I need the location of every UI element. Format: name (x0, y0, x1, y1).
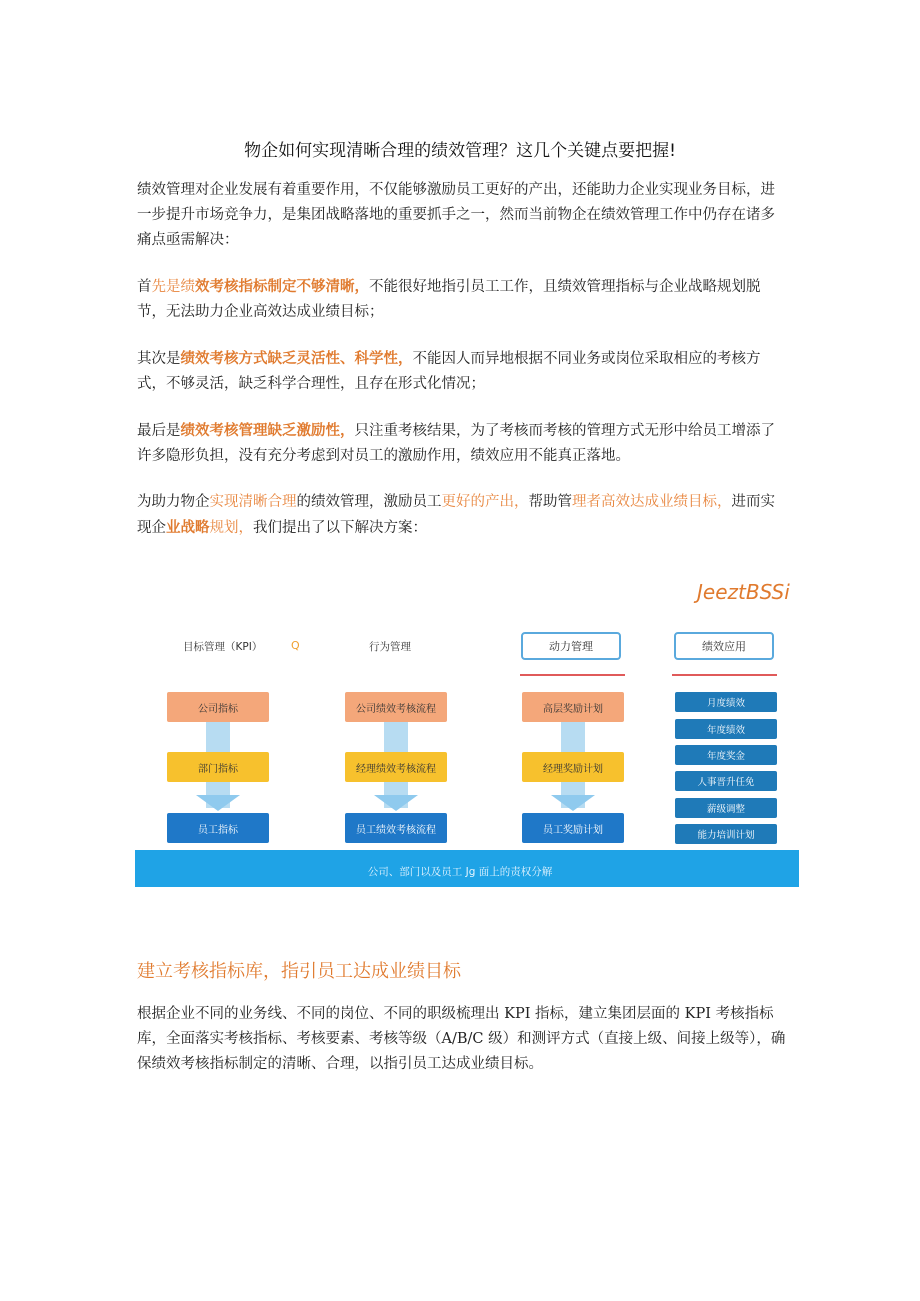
article-title: 物企如何实现清晰合理的绩效管理？这几个关键点要把握! (244, 141, 676, 161)
diagram-box: 公司指标 (167, 692, 269, 722)
brand-logo: JeeztBSSi (697, 580, 790, 604)
diagram-box: 公司绩效考核流程 (345, 692, 447, 722)
p1-text-a: 首 (137, 279, 152, 295)
down-arrow-icon (196, 795, 240, 811)
diagram-box: 经理奖励计划 (522, 752, 624, 782)
section-title: 建立考核指标库，指引员工达成业绩目标 (137, 961, 461, 982)
p4-text-h: 业战略 (166, 519, 210, 536)
diagram-box: 部门指标 (167, 752, 269, 782)
down-arrow-icon (551, 795, 595, 811)
diagram-box: 经理绩效考核流程 (345, 752, 447, 782)
p2-text-c: 不能因人而异地根据不同业务或岗位采取相应的考核方式，不够灵活，缺乏科学合理性，且存在形式化情况； (137, 351, 761, 392)
application-item: 人事晋升任免 (675, 771, 777, 791)
p4-text-j: 我们提出了以下解决方案： (253, 520, 427, 536)
p3-text-a: 最后是 (137, 423, 181, 439)
diagram-box: 员工指标 (167, 813, 269, 843)
p4-text-i: 规划， (209, 520, 253, 536)
application-item: 年度奖金 (675, 745, 777, 765)
section-body: 根据企业不同的业务线、不同的岗位、不同的职级梳理出 KPI 指标，建立集团层面的 KPI 考核指标库，全面落实考核指标、考核要素、考核等级（A/B/C 级）和测评方式（直接上级、间接上级等），确保绩效考核指标制定的清晰、合理，以指引员工达成业绩目标。 (137, 1006, 786, 1072)
application-item: 年度绩效 (675, 719, 777, 739)
p1-text-d: 不能很好地指引员工工作，且绩效管理指标与企业战略规划脱节，无法助力企业高效达成业绩目标； (137, 279, 761, 320)
application-item: 能力培训计划 (675, 824, 777, 844)
intro-paragraph: 绩效管理对企业发展有着重要作用，不仅能够激励员工更好的产出，还能助力企业实现业务目标，进一步提升市场竞争力，是集团战略落地的重要抓手之一，然而当前物企在绩效管理工作中仍存在诸多痛点亟需解决： (137, 182, 775, 248)
divider-line (520, 674, 625, 676)
diagram-box: 员工绩效考核流程 (345, 813, 447, 843)
p4-text-c: 的绩效管理，激励员工 (296, 494, 442, 510)
p4-text-g: 进而实现企 (137, 494, 775, 536)
p2-highlight: 绩效考核方式缺乏灵活性、科学性， (180, 350, 413, 367)
column-head-application: 绩效应用 (674, 632, 774, 660)
p4-text-b: 实现清晰合理 (209, 494, 297, 510)
solution-intro (137, 490, 789, 541)
pain-point-2 (137, 346, 789, 397)
divider-line (672, 674, 777, 676)
p1-text-b: 先是绩 (151, 279, 195, 295)
p4-text-f: 理者高效达成业绩目标， (572, 494, 732, 510)
p4-text-e: 帮助管 (528, 494, 572, 510)
q-mark: Q (291, 639, 300, 652)
p3-text-c: 只注重考核结果，为了考核而考核的管理方式无形中给员工增添了许多隐形负担，没有充分考虑到对员工的激励作用，绩效应用不能真正落地。 (137, 423, 775, 464)
base-bar-label: 公司、部门以及员工 Jg 面上的责权分解 (367, 866, 553, 878)
application-item: 月度绩效 (675, 692, 777, 712)
column-head-target: 目标管理（KPI） (183, 641, 263, 653)
application-item: 薪级调整 (675, 798, 777, 818)
p4-text-d: 更好的产出， (441, 494, 529, 510)
p4-text-a: 为助力物企 (137, 494, 210, 510)
down-arrow-icon (374, 795, 418, 811)
p2-text-a: 其次是 (137, 351, 181, 367)
column-head-behavior: 行为管理 (369, 641, 411, 653)
diagram-box: 员工奖励计划 (522, 813, 624, 843)
column-head-motivation: 动力管理 (521, 632, 621, 660)
pain-point-1 (137, 274, 789, 325)
p3-highlight: 绩效考核管理缺乏激励性， (180, 422, 355, 439)
diagram-box: 高层奖励计划 (522, 692, 624, 722)
p1-highlight: 效考核指标制定不够清晰， (195, 278, 369, 295)
pain-point-3 (137, 418, 789, 469)
